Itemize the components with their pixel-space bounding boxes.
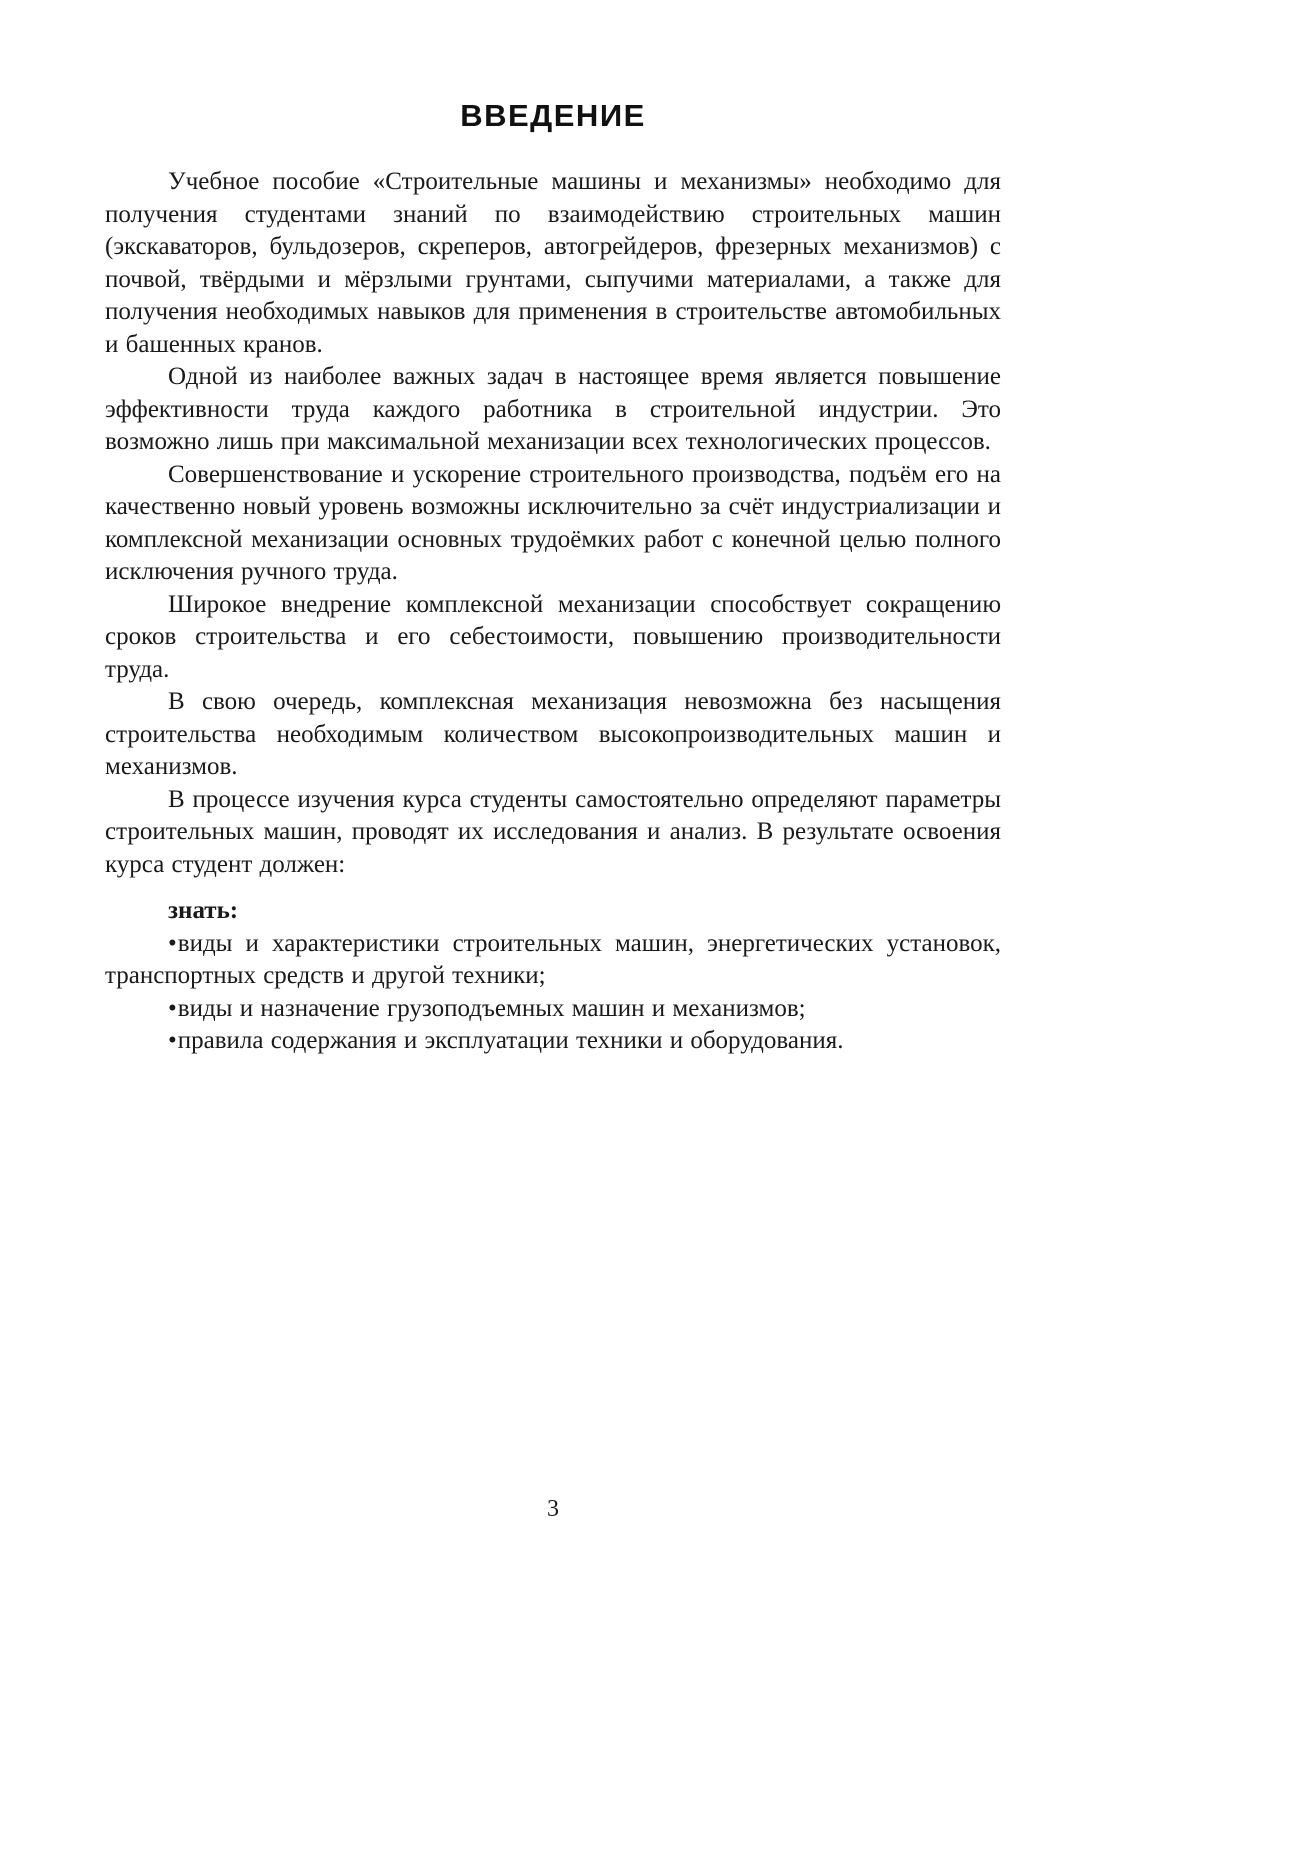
bullet-icon: • [168, 929, 177, 957]
bullet-icon: • [168, 1027, 177, 1054]
paragraph-5: В свою очередь, комплексная механизация невозможна без насыщения строительства необходимым количеством высокопроизводительных машин и механизмов. [105, 688, 1001, 780]
paragraph-4: Широкое внедрение комплексной механизации способствует сокращению сроков строительства и его себестоимости, повышению производительности труда. [105, 590, 1001, 683]
list-item-text: правила содержания и эксплуатации техники и оборудования. [177, 1027, 844, 1054]
page-title: ВВЕДЕНИЕ [460, 98, 646, 133]
list-item [105, 993, 1001, 1026]
list-item [105, 1025, 1001, 1058]
list-item-text: виды и характеристики строительных машин, энергетических установок, транспортных средств и другой техники; [105, 929, 1001, 989]
know-heading: знать: [168, 897, 239, 924]
list-item [105, 928, 1001, 993]
page-number: 3 [547, 1496, 559, 1522]
bullet-icon: • [168, 994, 177, 1022]
list-item-text: виды и назначение грузоподъемных машин и механизмов; [177, 994, 806, 1022]
paragraph-2: Одной из наиболее важных задач в настоящее время является повышение эффективности труда каждого работника в строительной индустрии. Это возможно лишь при максимальной механизации всех технологических процессов. [105, 363, 1001, 455]
paragraph-6: В процессе изучения курса студенты самостоятельно определяют параметры строительных машин, проводят их исследования и анализ. В результате освоения курса студент должен: [105, 785, 1001, 878]
paragraph-3: Совершенствование и ускорение строительного производства, подъём его на качественно новый уровень возможны исключительно за счёт индустриализации и комплексной механизации основных трудоёмких работ с конечной целью полного исключения ручного труда. [105, 460, 1001, 585]
paragraph-1: Учебное пособие «Строительные машины и механизмы» необходимо для получения студентами знаний по взаимодействию строительных машин (экскаваторов, бульдозеров, скреперов, автогрейдеров, фрезерных механизмов) с почвой, твёрдыми и мёрзлыми грунтами, сыпучими материалами, а также для получения необходимых навыков для применения в строительстве автомобильных и башенных кранов. [105, 168, 1001, 358]
page-content [105, 98, 1001, 1058]
